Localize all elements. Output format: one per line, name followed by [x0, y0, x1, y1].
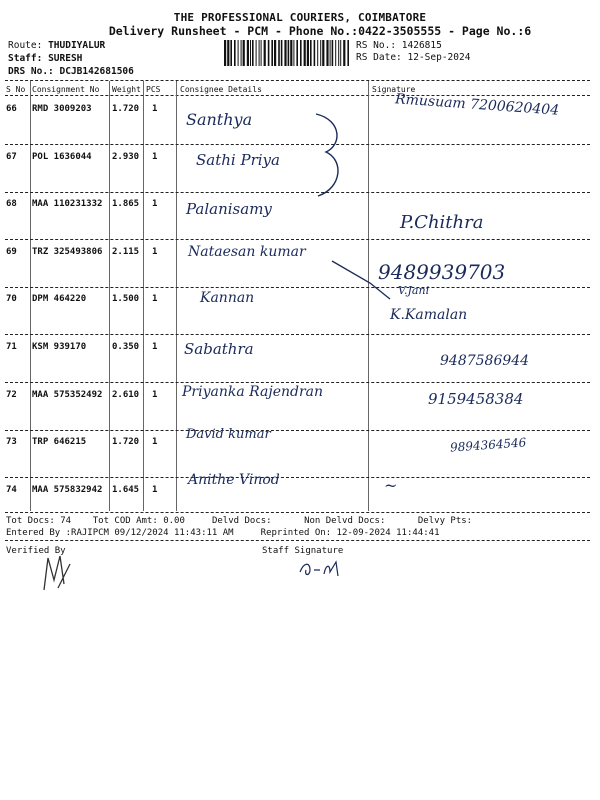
consignee-handwritten: Anithe Vinod [188, 472, 280, 488]
consignee-handwritten: Sabathra [184, 340, 254, 358]
row-weight: 1.645 [112, 485, 140, 495]
col-weight: Weight [112, 85, 141, 94]
row-pcs: 1 [152, 342, 158, 352]
company-title: THE PROFESSIONAL COURIERS, COIMBATORE [173, 11, 427, 24]
row-weight: 2.610 [112, 390, 140, 400]
row-consignment: TRZ 325493806 [32, 247, 103, 257]
row-pcs: 1 [152, 390, 158, 400]
staff-value: SURESH [48, 53, 83, 64]
tot-cod-value: 0.00 [163, 516, 185, 526]
bracket-scribble-icon [312, 110, 352, 200]
consignee-handwritten: Sathi Priya [196, 151, 280, 169]
staff-signature-label: Staff Signature [262, 546, 344, 556]
consignee-handwritten: David kumar [186, 427, 271, 442]
row-weight: 1.720 [112, 104, 140, 114]
runsheet-subtitle: Delivery Runsheet - PCM - Phone No.:0422-3505555 - Page No.:6 [108, 24, 532, 38]
row-weight: 1.720 [112, 437, 140, 447]
signature-handwritten: 9487586944 [440, 353, 530, 369]
signature-handwritten: K.Kamalan [390, 307, 468, 323]
delvy-pts-label: Delvy Pts: [417, 516, 473, 526]
rs-no-label: RS No.: [356, 40, 397, 51]
row-consignment: MAA 575832942 [32, 485, 103, 495]
extra-signature-note: V.Jani [398, 284, 430, 297]
totals-line [6, 516, 472, 526]
row-weight: 2.115 [112, 247, 140, 257]
row-pcs: 1 [152, 104, 158, 114]
drs-label: DRS No.: [8, 66, 54, 77]
row-consignment: MAA 575352492 [32, 390, 103, 400]
rs-no-info [356, 40, 442, 51]
table-row [0, 286, 600, 333]
rs-no-value: 1426815 [401, 40, 442, 51]
signature-handwritten: P.Chithra [400, 212, 484, 233]
table-row [0, 144, 600, 191]
signature-handwritten: Rmusuam 7200620404 [394, 91, 560, 119]
row-weight: 2.930 [112, 152, 140, 162]
row-sno: 71 [6, 342, 17, 352]
rs-date-value: 12-Sep-2024 [407, 52, 471, 63]
signature-handwritten: 9489939703 [378, 260, 506, 284]
route-label: Route: [8, 40, 43, 51]
row-consignment: RMD 3009203 [32, 104, 92, 114]
tot-docs-label: Tot Docs: [6, 516, 55, 526]
row-sno: 70 [6, 294, 17, 304]
consignee-handwritten: Nataesan kumar [188, 244, 306, 260]
row-consignment: DPM 464220 [32, 294, 87, 304]
col-consignee: Consignee Details [180, 85, 262, 94]
arrow-scribble-icon [330, 255, 400, 305]
row-pcs: 1 [152, 485, 158, 495]
col-pcs: PCS [146, 85, 161, 94]
row-sno: 66 [6, 104, 17, 114]
row-pcs: 1 [152, 152, 158, 162]
tot-docs-value: 74 [60, 516, 72, 526]
tot-cod-label: Tot COD Amt: [92, 516, 158, 526]
delvd-docs-label: Delvd Docs: [211, 516, 272, 526]
route-info [8, 40, 105, 51]
signature-handwritten: 9159458384 [428, 390, 524, 408]
drs-value: DCJB142681506 [59, 66, 134, 77]
reprinted-on: Reprinted On: 12-09-2024 11:44:41 [260, 528, 440, 538]
row-consignment: TRP 646215 [32, 437, 87, 447]
row-sno: 74 [6, 485, 17, 495]
entered-reprinted-line [6, 528, 439, 538]
entered-by: Entered By :RAJIPCM 09/12/2024 11:43:11 AM [6, 528, 234, 538]
verified-by-label: Verified By [6, 546, 66, 556]
consignee-handwritten: Palanisamy [186, 200, 272, 218]
row-consignment: MAA 110231332 [32, 199, 103, 209]
col-sno: S No [6, 85, 26, 94]
row-weight: 0.350 [112, 342, 140, 352]
row-consignment: POL 1636044 [32, 152, 92, 162]
drs-info [8, 66, 134, 77]
row-sno: 69 [6, 247, 17, 257]
staff-info [8, 53, 82, 64]
route-value: THUDIYALUR [48, 40, 106, 51]
staff-label: Staff: [8, 53, 43, 64]
row-weight: 1.865 [112, 199, 140, 209]
row-sno: 72 [6, 390, 17, 400]
table-row [0, 191, 600, 238]
rs-date-label: RS Date: [356, 52, 402, 63]
staff-signature-icon [296, 558, 346, 580]
col-consignment: Consignment No [32, 85, 100, 94]
consignee-handwritten: Kannan [200, 290, 255, 306]
signature-handwritten: ~ [384, 476, 398, 495]
verifier-signature-icon [38, 550, 74, 594]
row-pcs: 1 [152, 294, 158, 304]
row-pcs: 1 [152, 199, 158, 209]
row-sno: 67 [6, 152, 17, 162]
row-sno: 68 [6, 199, 17, 209]
row-weight: 1.500 [112, 294, 140, 304]
non-delvd-docs-label: Non Delvd Docs: [304, 516, 386, 526]
consignee-handwritten: Santhya [186, 110, 253, 129]
footer-top-rule [5, 512, 590, 513]
row-pcs: 1 [152, 437, 158, 447]
row-pcs: 1 [152, 247, 158, 257]
rs-date-info [356, 52, 470, 63]
consignee-handwritten: Priyanka Rajendran [182, 384, 324, 400]
footer-bottom-rule [5, 540, 590, 541]
header-top-rule [5, 80, 590, 81]
row-consignment: KSM 939170 [32, 342, 87, 352]
row-sno: 73 [6, 437, 17, 447]
signature-handwritten: 9894364546 [449, 435, 527, 455]
col-signature: Signature [372, 85, 416, 94]
barcode-icon [224, 40, 350, 66]
